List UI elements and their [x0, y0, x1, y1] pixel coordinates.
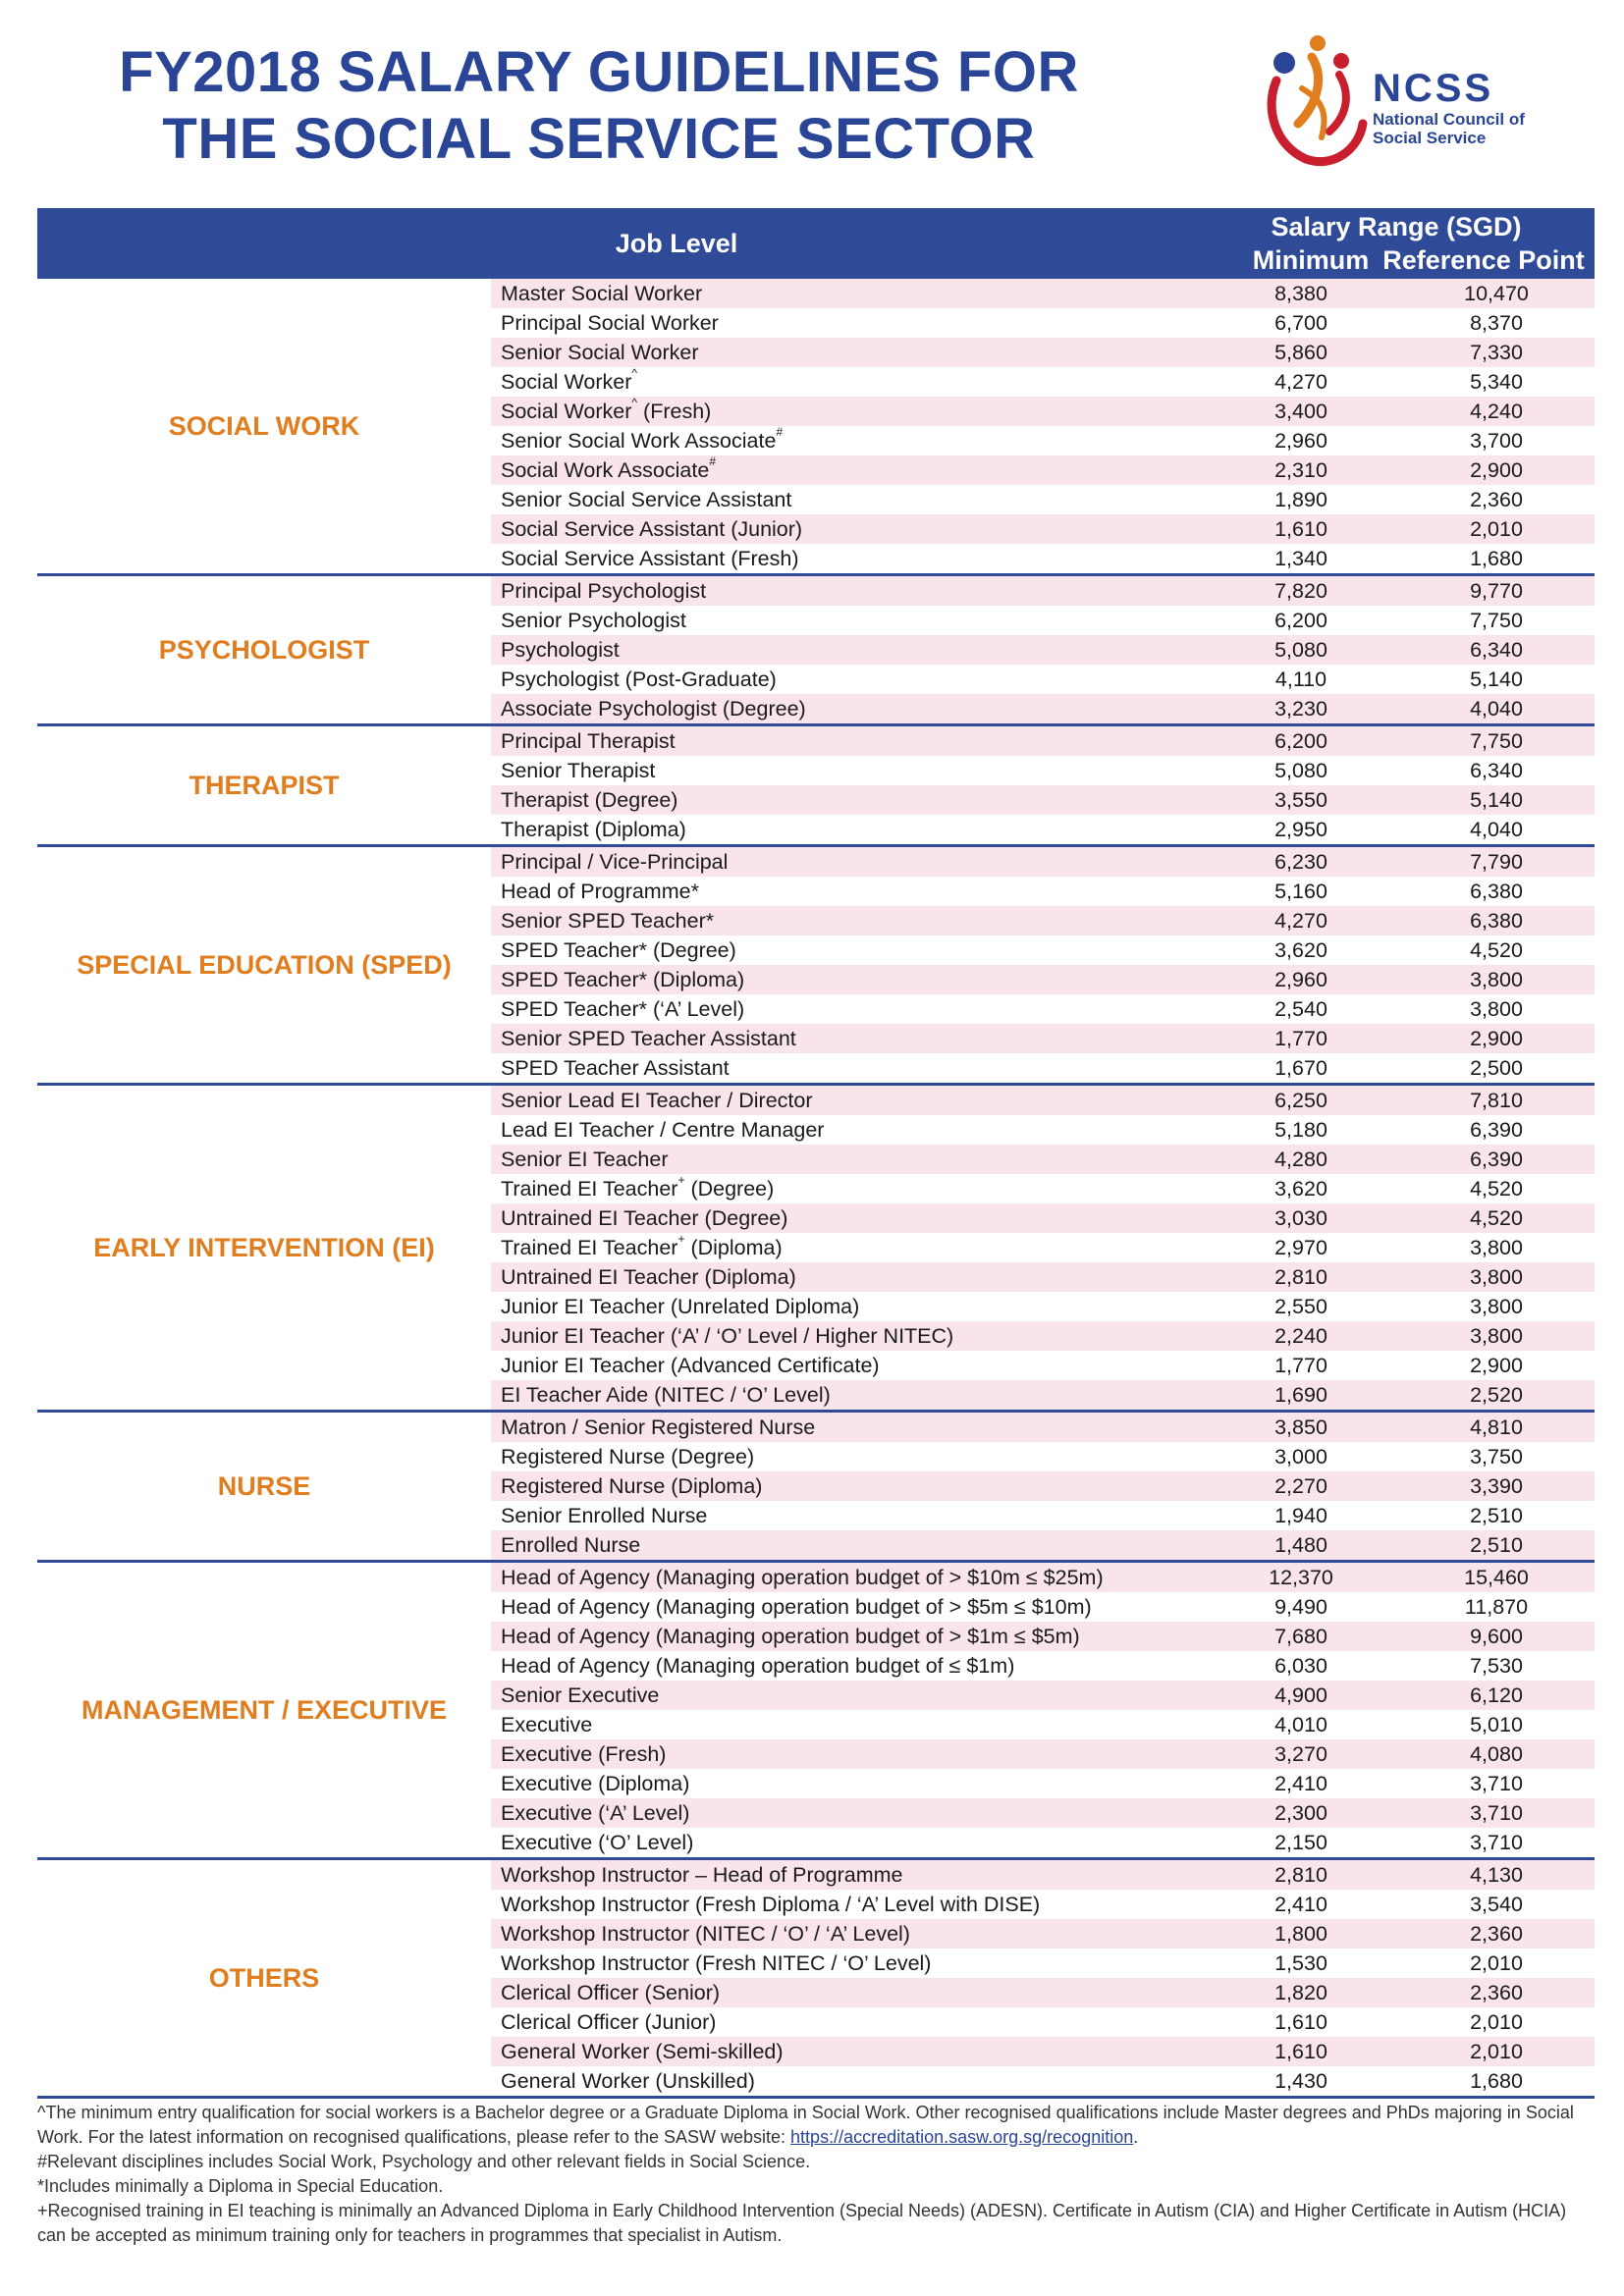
- reference-cell: 3,710: [1470, 1831, 1523, 1854]
- table-body: [37, 279, 1595, 2099]
- reference-cell: 2,900: [1470, 458, 1523, 482]
- table-row: [491, 1919, 1595, 1949]
- reference-cell: 5,140: [1470, 788, 1523, 812]
- minimum-cell: 1,800: [1274, 1922, 1327, 1946]
- table-row: [491, 1739, 1595, 1769]
- reference-cell: 4,520: [1470, 1206, 1523, 1230]
- job-title-cell: SPED Teacher* (Degree): [501, 938, 736, 962]
- reference-cell: 6,120: [1470, 1683, 1523, 1707]
- table-row: [491, 847, 1595, 877]
- reference-cell: 3,750: [1470, 1445, 1523, 1468]
- minimum-cell: 1,480: [1274, 1533, 1327, 1557]
- minimum-cell: 3,000: [1274, 1445, 1327, 1468]
- job-title-cell: Clerical Officer (Junior): [501, 2010, 717, 2034]
- minimum-cell: 6,030: [1274, 1654, 1327, 1678]
- table-row: [491, 1203, 1595, 1233]
- job-title-cell: Lead EI Teacher / Centre Manager: [501, 1118, 825, 1142]
- job-title-cell: Untrained EI Teacher (Degree): [501, 1206, 788, 1230]
- minimum-cell: 6,230: [1274, 850, 1327, 874]
- reference-cell: 15,460: [1464, 1566, 1529, 1589]
- group-rows: [491, 1563, 1595, 1857]
- footnote-social-worker-end: .: [1133, 2127, 1139, 2147]
- ncss-figures-icon: [1257, 29, 1375, 177]
- logo-abbreviation: NCSS: [1373, 67, 1494, 110]
- job-title-cell: Principal / Vice-Principal: [501, 850, 729, 874]
- reference-cell: 1,680: [1470, 2069, 1523, 2093]
- minimum-cell: 2,950: [1274, 818, 1327, 841]
- table-row: [491, 338, 1595, 367]
- table-row: [491, 665, 1595, 694]
- minimum-cell: 9,490: [1274, 1595, 1327, 1619]
- minimum-cell: 2,410: [1274, 1893, 1327, 1916]
- minimum-cell: 4,110: [1274, 667, 1327, 691]
- header-minimum: Minimum: [1252, 245, 1370, 275]
- job-title-cell: Senior Executive: [501, 1683, 660, 1707]
- reference-cell: 2,010: [1470, 517, 1523, 541]
- table-group: [37, 1563, 1595, 1860]
- minimum-cell: 2,410: [1274, 1772, 1327, 1795]
- job-title-cell: Social Worker^ (Fresh): [501, 397, 712, 423]
- table-row: [491, 1563, 1595, 1592]
- job-title-cell: EI Teacher Aide (NITEC / ‘O’ Level): [501, 1383, 831, 1407]
- table-row: [491, 544, 1595, 573]
- category-label: SOCIAL WORK: [168, 410, 360, 441]
- reference-cell: 2,900: [1470, 1354, 1523, 1377]
- job-title-cell: Executive (‘O’ Level): [501, 1831, 694, 1854]
- reference-cell: 3,710: [1470, 1772, 1523, 1795]
- sasw-link[interactable]: https://accreditation.sasw.org.sg/recognition: [790, 2127, 1134, 2147]
- reference-cell: 6,390: [1470, 1148, 1523, 1171]
- table-row: [491, 485, 1595, 514]
- table-row: [491, 1501, 1595, 1530]
- footnote-social-worker-text: ^The minimum entry qualification for social workers is a Bachelor degree or a Graduate Diploma in Social Work. Other recognised qualifications include Master degrees and PhDs majoring in Social Work. For the latest information on recognised qualifications, please refer to the SASW website:: [37, 2103, 1574, 2147]
- reference-cell: 10,470: [1464, 282, 1529, 305]
- reference-cell: 3,800: [1470, 1236, 1523, 1259]
- reference-cell: 8,370: [1470, 311, 1523, 335]
- table-group: [37, 1860, 1595, 2099]
- table-row: [491, 1769, 1595, 1798]
- table-row: [491, 1351, 1595, 1380]
- table-row: [491, 1115, 1595, 1145]
- job-title-cell: Junior EI Teacher (Advanced Certificate): [501, 1354, 880, 1377]
- reference-cell: 7,750: [1470, 609, 1523, 632]
- table-row: [491, 1233, 1595, 1262]
- header-reference-point: Reference Point: [1382, 245, 1585, 275]
- footnote-social-worker: [37, 2101, 1595, 2150]
- table-row: [491, 906, 1595, 935]
- job-title-cell: Workshop Instructor (Fresh NITEC / ‘O’ Level): [501, 1951, 932, 1975]
- reference-cell: 3,800: [1470, 997, 1523, 1021]
- table-row: [491, 308, 1595, 338]
- reference-cell: 1,680: [1470, 547, 1523, 570]
- job-title-cell: Trained EI Teacher+ (Diploma): [501, 1233, 783, 1259]
- job-title-cell: Trained EI Teacher+ (Degree): [501, 1174, 775, 1201]
- reference-cell: 3,800: [1470, 968, 1523, 991]
- job-title-cell: Clerical Officer (Senior): [501, 1981, 721, 2004]
- minimum-cell: 3,400: [1274, 400, 1327, 423]
- job-title-cell: Principal Social Worker: [501, 311, 719, 335]
- table-row: [491, 397, 1595, 426]
- title-line-1: FY2018 SALARY GUIDELINES FOR: [119, 40, 1079, 104]
- reference-cell: 7,330: [1470, 341, 1523, 364]
- job-title-cell: Senior SPED Teacher*: [501, 909, 715, 933]
- category-label: NURSE: [217, 1470, 311, 1501]
- minimum-cell: 6,250: [1274, 1089, 1327, 1112]
- reference-cell: 3,710: [1470, 1801, 1523, 1825]
- minimum-cell: 5,860: [1274, 341, 1327, 364]
- table-row: [491, 1622, 1595, 1651]
- job-title-cell: Therapist (Diploma): [501, 818, 686, 841]
- table-row: [491, 635, 1595, 665]
- job-title-cell: Social Service Assistant (Fresh): [501, 547, 799, 570]
- reference-cell: 4,130: [1470, 1863, 1523, 1887]
- minimum-cell: 2,240: [1274, 1324, 1327, 1348]
- group-rows: [491, 279, 1595, 573]
- job-title-cell: Associate Psychologist (Degree): [501, 697, 806, 721]
- job-title-cell: Social Worker^: [501, 367, 638, 394]
- table-row: [491, 815, 1595, 844]
- minimum-cell: 5,080: [1274, 638, 1327, 662]
- job-title-cell: Therapist (Degree): [501, 788, 678, 812]
- reference-cell: 6,390: [1470, 1118, 1523, 1142]
- minimum-cell: 2,300: [1274, 1801, 1327, 1825]
- job-title-cell: Senior Enrolled Nurse: [501, 1504, 708, 1527]
- table-row: [491, 1145, 1595, 1174]
- job-title-cell: SPED Teacher Assistant: [501, 1056, 730, 1080]
- job-title-cell: Head of Programme*: [501, 880, 699, 903]
- job-title-cell: Senior Social Work Associate#: [501, 426, 784, 453]
- group-rows: [491, 847, 1595, 1083]
- minimum-cell: 1,430: [1274, 2069, 1327, 2093]
- header-job-level: Job Level: [615, 229, 738, 258]
- minimum-cell: 6,200: [1274, 729, 1327, 753]
- table-row: [491, 576, 1595, 606]
- minimum-cell: 4,270: [1274, 370, 1327, 394]
- minimum-cell: 3,550: [1274, 788, 1327, 812]
- reference-cell: 6,340: [1470, 638, 1523, 662]
- table-row: [491, 1651, 1595, 1681]
- reference-cell: 6,340: [1470, 759, 1523, 782]
- reference-cell: 7,790: [1470, 850, 1523, 874]
- job-title-cell: Psychologist (Post-Graduate): [501, 667, 777, 691]
- table-group: [37, 726, 1595, 847]
- minimum-cell: 1,940: [1274, 1504, 1327, 1527]
- table-row: [491, 367, 1595, 397]
- job-title-cell: General Worker (Unskilled): [501, 2069, 755, 2093]
- minimum-cell: 5,180: [1274, 1118, 1327, 1142]
- reference-cell: 4,520: [1470, 938, 1523, 962]
- minimum-cell: 2,810: [1274, 1265, 1327, 1289]
- minimum-cell: 1,610: [1274, 2040, 1327, 2063]
- minimum-cell: 2,810: [1274, 1863, 1327, 1887]
- job-title-cell: Head of Agency (Managing operation budget of > $5m ≤ $10m): [501, 1595, 1092, 1619]
- minimum-cell: 2,540: [1274, 997, 1327, 1021]
- table-row: [491, 1086, 1595, 1115]
- table-header: [37, 208, 1595, 279]
- minimum-cell: 2,150: [1274, 1831, 1327, 1854]
- job-title-cell: Senior Social Service Assistant: [501, 488, 792, 511]
- table-row: [491, 694, 1595, 723]
- table-row: [491, 606, 1595, 635]
- table-row: [491, 1262, 1595, 1292]
- job-title-cell: Principal Psychologist: [501, 579, 707, 603]
- ncss-logo: [1257, 29, 1571, 177]
- reference-cell: 2,010: [1470, 2040, 1523, 2063]
- table-row: [491, 1681, 1595, 1710]
- reference-cell: 2,010: [1470, 2010, 1523, 2034]
- minimum-cell: 3,620: [1274, 1177, 1327, 1201]
- job-title-cell: Master Social Worker: [501, 282, 703, 305]
- job-title-cell: Senior SPED Teacher Assistant: [501, 1027, 796, 1050]
- job-title-cell: Untrained EI Teacher (Diploma): [501, 1265, 796, 1289]
- minimum-cell: 1,820: [1274, 1981, 1327, 2004]
- table-row: [491, 2066, 1595, 2096]
- job-title-cell: Senior Therapist: [501, 759, 656, 782]
- table-row: [491, 785, 1595, 815]
- minimum-cell: 4,280: [1274, 1148, 1327, 1171]
- table-group: [37, 1413, 1595, 1563]
- minimum-cell: 7,820: [1274, 579, 1327, 603]
- table-row: [491, 1024, 1595, 1053]
- reference-cell: 2,900: [1470, 1027, 1523, 1050]
- minimum-cell: 1,770: [1274, 1354, 1327, 1377]
- reference-cell: 9,770: [1470, 579, 1523, 603]
- table-row: [491, 1949, 1595, 1978]
- job-title-cell: Junior EI Teacher (Unrelated Diploma): [501, 1295, 860, 1318]
- table-group: [37, 847, 1595, 1086]
- job-title-cell: Executive (‘A’ Level): [501, 1801, 690, 1825]
- job-title-cell: Matron / Senior Registered Nurse: [501, 1415, 816, 1439]
- job-title-cell: Head of Agency (Managing operation budget of > $10m ≤ $25m): [501, 1566, 1104, 1589]
- table-row: [491, 877, 1595, 906]
- minimum-cell: 2,960: [1274, 429, 1327, 453]
- footnote-asterisk: *Includes minimally a Diploma in Special Education.: [37, 2176, 444, 2196]
- job-title-cell: Enrolled Nurse: [501, 1533, 641, 1557]
- job-title-cell: SPED Teacher* (Diploma): [501, 968, 745, 991]
- reference-cell: 7,810: [1470, 1089, 1523, 1112]
- group-rows: [491, 1413, 1595, 1560]
- title-line-2: THE SOCIAL SERVICE SECTOR: [162, 107, 1036, 171]
- minimum-cell: 2,270: [1274, 1474, 1327, 1498]
- minimum-cell: 1,340: [1274, 547, 1327, 570]
- reference-cell: 4,810: [1470, 1415, 1523, 1439]
- group-rows: [491, 1860, 1595, 2096]
- reference-cell: 4,520: [1470, 1177, 1523, 1201]
- job-title-cell: Workshop Instructor (NITEC / ‘O’ / ‘A’ Level): [501, 1922, 910, 1946]
- reference-cell: 2,510: [1470, 1533, 1523, 1557]
- category-label: MANAGEMENT / EXECUTIVE: [81, 1694, 448, 1725]
- reference-cell: 2,360: [1470, 488, 1523, 511]
- reference-cell: 7,530: [1470, 1654, 1523, 1678]
- job-title-cell: Principal Therapist: [501, 729, 676, 753]
- reference-cell: 4,240: [1470, 400, 1523, 423]
- category-label: OTHERS: [208, 1962, 320, 1993]
- table-row: [491, 1828, 1595, 1857]
- group-rows: [491, 1086, 1595, 1410]
- minimum-cell: 2,970: [1274, 1236, 1327, 1259]
- table-group: [37, 1086, 1595, 1413]
- reference-cell: 3,800: [1470, 1265, 1523, 1289]
- category-label: SPECIAL EDUCATION (SPED): [77, 949, 452, 980]
- minimum-cell: 12,370: [1269, 1566, 1333, 1589]
- minimum-cell: 2,960: [1274, 968, 1327, 991]
- table-row: [491, 1380, 1595, 1410]
- reference-cell: 2,500: [1470, 1056, 1523, 1080]
- minimum-cell: 7,680: [1274, 1625, 1327, 1648]
- table-row: [491, 1530, 1595, 1560]
- minimum-cell: 1,770: [1274, 1027, 1327, 1050]
- job-title-cell: Executive: [501, 1713, 593, 1736]
- job-title-cell: Head of Agency (Managing operation budget of ≤ $1m): [501, 1654, 1015, 1678]
- logo-full-name: National Council of Social Service: [1373, 110, 1525, 147]
- minimum-cell: 1,530: [1274, 1951, 1327, 1975]
- job-title-cell: Head of Agency (Managing operation budget of > $1m ≤ $5m): [501, 1625, 1080, 1648]
- minimum-cell: 5,160: [1274, 880, 1327, 903]
- footnote-plus: +Recognised training in EI teaching is minimally an Advanced Diploma in Early Childhood Intervention (Special Needs) (ADESN). Certificate in Autism (CIA) and Higher Certificate in Autism (HCIA) can be accepted as minimum training only for teachers in programmes that specialist in Autism.: [37, 2201, 1567, 2245]
- minimum-cell: 1,890: [1274, 488, 1327, 511]
- job-title-cell: Executive (Fresh): [501, 1742, 667, 1766]
- table-row: [491, 726, 1595, 756]
- minimum-cell: 6,700: [1274, 311, 1327, 335]
- table-row: [491, 2007, 1595, 2037]
- reference-cell: 2,520: [1470, 1383, 1523, 1407]
- job-title-cell: Senior Psychologist: [501, 609, 686, 632]
- table-row: [491, 1978, 1595, 2007]
- table-row: [491, 756, 1595, 785]
- reference-cell: 3,700: [1470, 429, 1523, 453]
- table-row: [491, 1321, 1595, 1351]
- table-row: [491, 1174, 1595, 1203]
- table-row: [491, 1798, 1595, 1828]
- minimum-cell: 1,690: [1274, 1383, 1327, 1407]
- job-title-cell: Senior Social Worker: [501, 341, 699, 364]
- job-title-cell: Registered Nurse (Diploma): [501, 1474, 763, 1498]
- reference-cell: 3,540: [1470, 1893, 1523, 1916]
- category-label: THERAPIST: [189, 770, 340, 800]
- group-rows: [491, 576, 1595, 723]
- minimum-cell: 1,610: [1274, 517, 1327, 541]
- group-rows: [491, 726, 1595, 844]
- table-row: [491, 1292, 1595, 1321]
- table-row: [491, 1413, 1595, 1442]
- table-row: [491, 455, 1595, 485]
- job-title-cell: Junior EI Teacher (‘A’ / ‘O’ Level / Higher NITEC): [501, 1324, 954, 1348]
- reference-cell: 5,010: [1470, 1713, 1523, 1736]
- job-title-cell: Psychologist: [501, 638, 620, 662]
- minimum-cell: 5,080: [1274, 759, 1327, 782]
- reference-cell: 3,800: [1470, 1324, 1523, 1348]
- reference-cell: 9,600: [1470, 1625, 1523, 1648]
- table-row: [491, 1592, 1595, 1622]
- minimum-cell: 3,620: [1274, 938, 1327, 962]
- table-row: [491, 1053, 1595, 1083]
- job-title-cell: Executive (Diploma): [501, 1772, 690, 1795]
- category-label: EARLY INTERVENTION (EI): [93, 1232, 435, 1262]
- reference-cell: 4,080: [1470, 1742, 1523, 1766]
- table-row: [491, 935, 1595, 965]
- job-title-cell: Senior Lead EI Teacher / Director: [501, 1089, 813, 1112]
- footnotes: [37, 2101, 1595, 2248]
- minimum-cell: 3,030: [1274, 1206, 1327, 1230]
- table-group: [37, 576, 1595, 726]
- job-title-cell: Registered Nurse (Degree): [501, 1445, 755, 1468]
- reference-cell: 3,800: [1470, 1295, 1523, 1318]
- job-title-cell: Senior EI Teacher: [501, 1148, 669, 1171]
- table-row: [491, 279, 1595, 308]
- reference-cell: 5,140: [1470, 667, 1523, 691]
- minimum-cell: 3,270: [1274, 1742, 1327, 1766]
- job-title-cell: General Worker (Semi-skilled): [501, 2040, 784, 2063]
- table-row: [491, 1442, 1595, 1471]
- minimum-cell: 4,270: [1274, 909, 1327, 933]
- minimum-cell: 1,670: [1274, 1056, 1327, 1080]
- reference-cell: 7,750: [1470, 729, 1523, 753]
- reference-cell: 2,360: [1470, 1922, 1523, 1946]
- table-row: [491, 994, 1595, 1024]
- header-salary-range: Salary Range (SGD): [1271, 212, 1522, 241]
- page-title: [59, 39, 1139, 173]
- table-row: [491, 426, 1595, 455]
- reference-cell: 11,870: [1464, 1595, 1529, 1619]
- job-title-cell: Workshop Instructor (Fresh Diploma / ‘A’ Level with DISE): [501, 1893, 1041, 1916]
- reference-cell: 5,340: [1470, 370, 1523, 394]
- minimum-cell: 6,200: [1274, 609, 1327, 632]
- reference-cell: 2,360: [1470, 1981, 1523, 2004]
- minimum-cell: 4,010: [1274, 1713, 1327, 1736]
- minimum-cell: 2,310: [1274, 458, 1327, 482]
- job-title-cell: Workshop Instructor – Head of Programme: [501, 1863, 903, 1887]
- minimum-cell: 3,850: [1274, 1415, 1327, 1439]
- logo-text: [1373, 67, 1530, 147]
- reference-cell: 2,010: [1470, 1951, 1523, 1975]
- minimum-cell: 3,230: [1274, 697, 1327, 721]
- table-row: [491, 2037, 1595, 2066]
- table-row: [491, 1860, 1595, 1890]
- reference-cell: 2,510: [1470, 1504, 1523, 1527]
- reference-cell: 4,040: [1470, 818, 1523, 841]
- table-row: [491, 1890, 1595, 1919]
- job-title-cell: SPED Teacher* (‘A’ Level): [501, 997, 745, 1021]
- category-label: PSYCHOLOGIST: [158, 634, 370, 665]
- job-title-cell: Social Work Associate#: [501, 455, 716, 482]
- reference-cell: 6,380: [1470, 880, 1523, 903]
- minimum-cell: 8,380: [1274, 282, 1327, 305]
- table-group: [37, 279, 1595, 576]
- salary-table: [37, 208, 1595, 2099]
- table-row: [491, 1710, 1595, 1739]
- table-row: [491, 514, 1595, 544]
- reference-cell: 6,380: [1470, 909, 1523, 933]
- minimum-cell: 1,610: [1274, 2010, 1327, 2034]
- table-row: [491, 1471, 1595, 1501]
- minimum-cell: 4,900: [1274, 1683, 1327, 1707]
- job-title-cell: Social Service Assistant (Junior): [501, 517, 803, 541]
- footnote-hash: #Relevant disciplines includes Social Work, Psychology and other relevant fields in Social Science.: [37, 2152, 811, 2171]
- reference-cell: 4,040: [1470, 697, 1523, 721]
- minimum-cell: 2,550: [1274, 1295, 1327, 1318]
- reference-cell: 3,390: [1470, 1474, 1523, 1498]
- table-row: [491, 965, 1595, 994]
